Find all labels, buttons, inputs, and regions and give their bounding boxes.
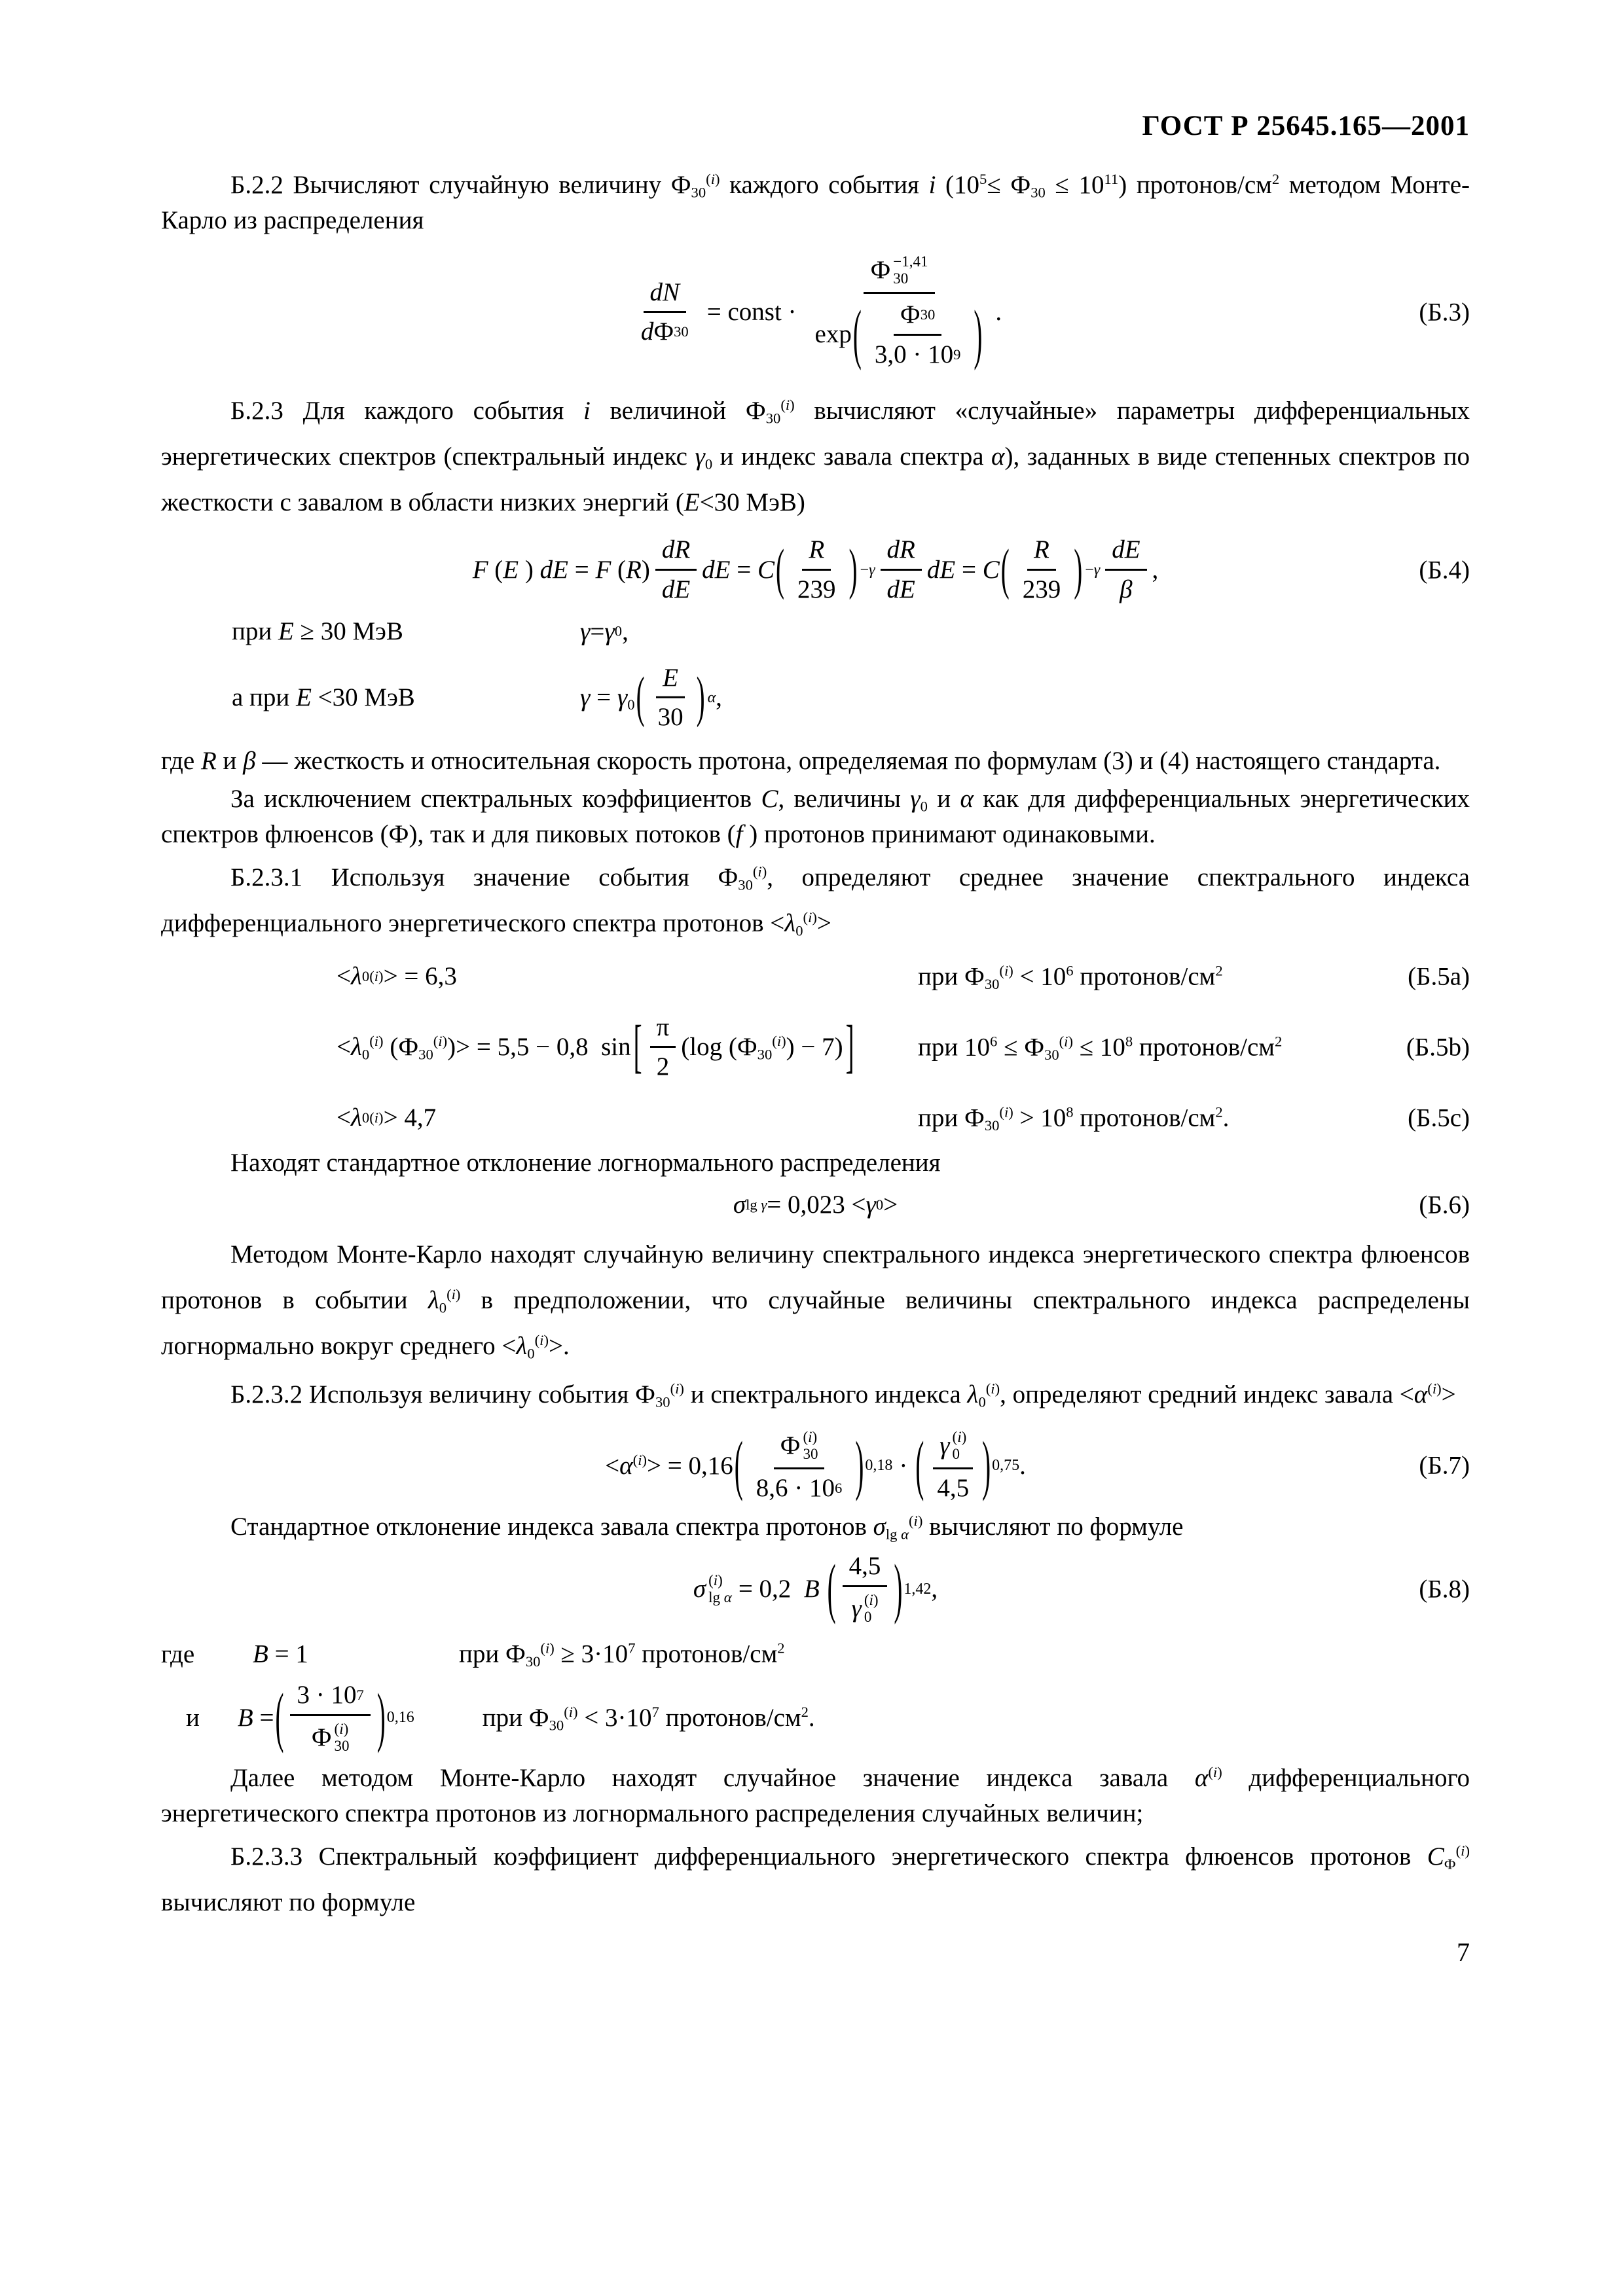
subscript: 0	[952, 1445, 960, 1462]
fraction-dn-dphi	[634, 276, 695, 348]
fraction-inner	[868, 298, 968, 370]
term: (log $(Ф_{30}^{(i)}) - 7$)	[681, 1033, 843, 1063]
numerator: 4,5	[843, 1550, 888, 1587]
denominator: dE	[661, 575, 691, 604]
numerator: R	[802, 533, 831, 571]
multiply-dot: ·	[899, 1451, 908, 1480]
fraction-r-239	[1016, 533, 1068, 605]
subscript: 30	[893, 270, 909, 287]
phi-symbol: Ф	[311, 1723, 332, 1751]
term: = 0,2 B	[738, 1575, 820, 1604]
numerator: R	[1027, 533, 1056, 571]
paren-right: )	[982, 1429, 991, 1502]
equation-b8	[161, 1550, 1470, 1628]
phi-symbol: Ф	[870, 256, 891, 285]
paragraph-gde: где R и β — жесткость и относительная скорость протона, определяемая по формулам (3) и (4) настоящего стандарта.	[161, 746, 1441, 775]
paragraph-std-otklonenie: Стандартное отклонение индекса завала спектра протонов $\sigma_{lg \alpha}^{(i)}$ вычисляют по формуле	[230, 1513, 1184, 1543]
condition-label: при E ≥ 30 МэВ	[232, 617, 403, 646]
term: $<\alpha^{(i)}> = 0,16$	[605, 1451, 733, 1480]
numerator	[933, 1427, 973, 1469]
condition-formula: γ = γ 0 ,	[580, 617, 629, 646]
denominator	[809, 294, 991, 372]
numerator: 3 · 10 7	[290, 1679, 370, 1716]
fraction-45-gamma	[843, 1550, 888, 1628]
paragraph-za-isklyucheniem: За исключением спектральных коэффициентов C, величины $\gamma_0$ и α как для дифференциальных энергетических спектров флюенсов (Ф), так и для пиковых потоков (f ) протонов принимают одинаковыми.	[161, 784, 1470, 848]
equation-number-b3: (Б.3)	[1419, 298, 1470, 327]
sup-sub-stack	[803, 1429, 818, 1463]
term: $\gamma = \gamma_0$	[580, 683, 635, 713]
paren-left: (	[915, 1429, 924, 1502]
subscript: 30	[334, 1737, 350, 1754]
formula-b4: F (E ) dE = F (R) $\frac{dR}{dE}$ dE = C ( $\frac{R}{239}$ ) −γ $\frac{dR}{dE}$ dE = C ( $\frac{R}{239}$ ) −γ $\frac{dE}{\beta}$ ,	[473, 533, 1159, 605]
denominator: 4,5	[937, 1473, 970, 1502]
numerator: dN	[644, 276, 687, 314]
i-label: и	[186, 1703, 200, 1732]
superscript: (i)	[864, 1592, 879, 1609]
numerator	[774, 1427, 825, 1469]
equation-b4	[161, 533, 1470, 605]
paren-right: )	[696, 666, 705, 728]
superscript: (i)	[803, 1428, 818, 1445]
numerator: dR	[655, 533, 697, 571]
paragraph-b233: Б.2.3.3 Спектральный коэффициент дифференциального энергетического спектра флюенсов протонов $C_Ф^{(i)}$ вычисляют по формуле	[161, 1842, 1470, 1916]
exp-label: exp	[814, 320, 852, 349]
numerator: π	[650, 1011, 676, 1049]
paren-right: )	[855, 1429, 864, 1502]
condition-b5b: при $10^6 \le Ф_{30}^{(i)} \le 10^8$ протонов/$см^2$	[918, 1033, 1283, 1063]
formula-b5a: < λ 0 (i) > = 6,3	[337, 962, 457, 991]
numerator: Ф 30	[894, 298, 941, 336]
equation-b5b	[161, 1005, 1470, 1089]
numerator: E	[656, 662, 685, 699]
equation-number-b4: (Б.4)	[1419, 556, 1470, 584]
formula-b5b	[337, 1011, 857, 1083]
paren-left: (	[636, 666, 645, 728]
subscript: 30	[803, 1445, 818, 1462]
page-footer	[161, 1937, 1470, 1967]
condition-formula: $\gamma = \gamma_0$ ( $\frac{E}{30}$ ) α ,	[580, 662, 722, 734]
paragraph-b232: Б.2.3.2 Используя величину события $Ф_{30}^{(i)}$ и спектрального индекса $\lambda_0^{(i)}$, определяют средний индекс завала $<\alpha^{(i)}>$	[230, 1380, 1456, 1410]
condition-label: а при E <30 МэВ	[232, 683, 415, 712]
equation-number-b5a: (Б.5a)	[1408, 962, 1470, 991]
sup-sub-stack	[335, 1721, 350, 1755]
denominator: dE	[886, 575, 915, 604]
term: dE = C	[926, 556, 1000, 584]
equation-b6	[161, 1187, 1470, 1223]
denominator: β	[1120, 575, 1133, 604]
term: dE = C	[702, 556, 775, 584]
term: F (E ) dE = F (R)	[472, 556, 650, 584]
condition-b-formula: при $Ф_{30}^{(i)} < 3\cdot 10^7$ протонов/$см^2$.	[482, 1703, 815, 1734]
bracket-right: ]	[845, 1014, 854, 1080]
equals-const: = const ·	[706, 298, 797, 327]
paren-right: )	[848, 539, 858, 601]
formula-b6: σ lg γ = 0,023 < γ 0 >	[733, 1191, 898, 1219]
sup-sub-stack	[708, 1572, 732, 1606]
paren-left: (	[734, 1429, 743, 1502]
equation-b5a	[161, 957, 1470, 996]
paren-left: (	[275, 1681, 284, 1755]
denominator: d Ф 30	[640, 317, 689, 346]
row-gde-b1	[161, 1636, 1470, 1672]
period: .	[1019, 1451, 1026, 1480]
paren-left: (	[776, 539, 785, 601]
fraction-dr-de	[881, 533, 922, 605]
fraction-phi	[750, 1427, 849, 1505]
numerator: dR	[881, 533, 922, 571]
paragraph-metodom: Методом Монте-Карло находят случайную величину спектрального индекса энергетического спектра флюенсов протонов в событии $\lambda_0^{(i)}$ в предположении, что случайные величины спектрального индекса распределены логнормально вокруг среднего $<\lambda_0^{(i)}>$.	[161, 1240, 1470, 1362]
phi-symbol: Ф	[780, 1431, 801, 1460]
gamma-symbol: γ	[851, 1594, 862, 1623]
paren-right: )	[894, 1552, 903, 1626]
sigma-symbol: σ	[693, 1575, 706, 1604]
superscript: (i)	[708, 1571, 723, 1588]
superscript: (i)	[952, 1428, 967, 1445]
formula-b7: $<\alpha^{(i)}> = 0,16$ ( Ф (i) 30 8,6 · 10 6 ) 0,18 · ( γ (i) 0 4,5 ) 0,75 .	[605, 1427, 1026, 1505]
denominator: 239	[797, 575, 836, 604]
superscript: −1,41	[893, 253, 928, 270]
subscript: lg α	[708, 1588, 732, 1605]
denominator: 239	[1022, 575, 1061, 604]
paragraph-nakhodyat: Находят стандартное отклонение логнормального распределения	[230, 1148, 941, 1177]
paragraph-b22: Б.2.2 Вычисляют случайную величину $Ф_{30}^{(i)}$ каждого события i $(10^5\le Ф_{30} \le 10^{11})$ протонов/$см^2$ методом Монте-Карло из распределения	[161, 170, 1470, 234]
condition-b1: при $Ф_{30}^{(i)} \ge 3\cdot 10^7$ протонов/$см^2$	[459, 1640, 785, 1670]
paren-right: )	[974, 298, 983, 372]
condition-b5c: при $Ф_{30}^{(i)} > 10^8$ протонов/$см^2$.	[918, 1103, 1230, 1134]
equation-b3	[161, 251, 1470, 372]
formula-b3	[629, 251, 1002, 372]
paren-left: (	[827, 1552, 836, 1626]
paren-left: (	[852, 298, 862, 372]
formula-b5c: < λ 0 (i) > 4,7	[337, 1103, 437, 1132]
row-i-b-formula: и B = ( 3 · 10 7 Ф (i) 30 ) 0,16 при $Ф_{30}^{(i)} < 3\cdot 10^7$ протонов/$см^2$.	[161, 1679, 1470, 1757]
denominator	[305, 1716, 356, 1757]
condition-e-ge-30	[161, 614, 1470, 649]
comma: ,	[1152, 556, 1159, 584]
paragraph-b231: Б.2.3.1 Используя значение события $Ф_{30}^{(i)}$, определяют среднее значение спектрального индекса дифференциального энергетического спектра протонов $<\lambda_0^{(i)}>$	[161, 863, 1470, 939]
denominator: 30	[657, 703, 684, 732]
fraction-r-239	[791, 533, 843, 605]
numerator	[864, 251, 934, 294]
denominator: 2	[656, 1052, 670, 1081]
formula-b8: σ (i) lg α = 0,2 B ( 4,5 γ (i) 0 ) 1,42 ,	[693, 1550, 938, 1628]
comma: ,	[716, 683, 722, 712]
sup-sub-stack	[953, 1429, 967, 1463]
fraction-gamma	[930, 1427, 976, 1505]
document-code: ГОСТ Р 25645.165—2001	[1142, 111, 1470, 141]
fraction-main	[809, 251, 991, 372]
gamma-symbol: γ	[939, 1431, 950, 1460]
equation-b7	[161, 1427, 1470, 1505]
bracket-left: [	[633, 1014, 642, 1080]
subscript: 0	[864, 1609, 872, 1626]
equation-number-b7: (Б.7)	[1419, 1451, 1470, 1480]
numerator: dE	[1105, 533, 1146, 571]
page-number: 7	[1457, 1937, 1470, 1967]
equation-number-b8: (Б.8)	[1419, 1575, 1470, 1604]
comma: ,	[931, 1575, 938, 1604]
paren-right: )	[1074, 539, 1083, 601]
fraction-dr-de	[655, 533, 697, 605]
paren-left: (	[1000, 539, 1010, 601]
b-equals: B =	[237, 1703, 274, 1732]
fraction-e-30	[651, 662, 690, 734]
paren-right: )	[376, 1681, 386, 1755]
superscript: (i)	[334, 1720, 349, 1737]
term: $<\lambda_0^{(i)}$ $(Ф_{30}^{(i)})> = 5,5 - 0,8$ sin	[337, 1033, 631, 1063]
condition-e-lt-30	[161, 657, 1470, 738]
equation-number-b5c: (Б.5c)	[1408, 1103, 1470, 1132]
denominator: 3,0 · 10 9	[874, 340, 961, 368]
fraction-3e7-phi	[290, 1679, 370, 1757]
equation-number-b5b: (Б.5b)	[1406, 1033, 1470, 1062]
paragraph-dalee: Далее методом Монте-Карло находят случайное значение индекса завала $\alpha^{(i)}$ дифференциального энергетического спектра протонов из логнормального распределения случайных величин;	[161, 1763, 1470, 1827]
b-equals-1: B = 1	[253, 1640, 308, 1668]
fraction-de-beta	[1105, 533, 1146, 605]
fraction-pi-2	[650, 1011, 676, 1083]
denominator	[845, 1587, 884, 1628]
equation-number-b6: (Б.6)	[1419, 1191, 1470, 1219]
gde-label: где	[161, 1640, 195, 1668]
paragraph-b23: Б.2.3 Для каждого события i величиной $Ф_{30}^{(i)}$ вычисляют «случайные» параметры дифференциальных энергетических спектров (спектральный индекс $\gamma_0$ и индекс завала спектра α), заданных в виде степенных спектров по жесткости с завалом в области низких энергий (E<30 МэВ)	[161, 397, 1470, 517]
equation-b5c	[161, 1098, 1470, 1138]
sup-sub-stack	[864, 1592, 879, 1626]
condition-b5a: при $Ф_{30}^{(i)} < 10^6$ протонов/$см^2$	[918, 962, 1223, 992]
denominator: 8,6 · 10 6	[756, 1473, 843, 1502]
sup-sub-stack	[893, 253, 928, 287]
period: .	[995, 298, 1002, 327]
